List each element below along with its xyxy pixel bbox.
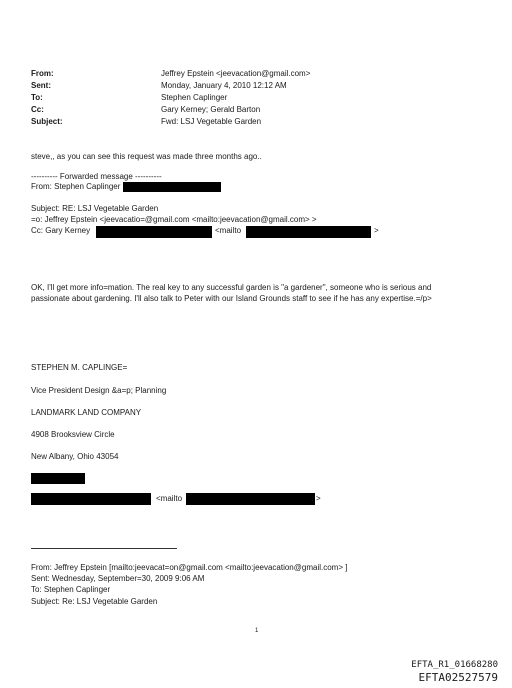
- forwarded-cc: Cc: Gary Kerney: [31, 226, 91, 235]
- from-value: Jeffrey Epstein <jeevacation@gmail.com>: [161, 69, 311, 78]
- mailto-fragment: <mailto: [215, 226, 242, 235]
- signature-title: Vice President Design &a=p; Planning: [31, 386, 167, 395]
- subject-value: Fwd: LSJ Vegetable Garden: [161, 117, 262, 126]
- redaction-box: [96, 226, 212, 238]
- body-line-2: passionate about gardening. I'll also talk to Peter with our Island Grounds staff to see if he has any expertise.=/p>: [31, 294, 432, 303]
- page-number: 1: [255, 628, 259, 634]
- earlier-sent: Sent: Wednesday, September=30, 2009 9:06 AM: [31, 574, 205, 583]
- intro-text: steve,, as you can see this request was made three months ago..: [31, 152, 262, 161]
- signature-company: LANDMARK LAND COMPANY: [31, 408, 142, 417]
- signature-name: STEPHEN M. CAPLINGE=: [31, 363, 128, 372]
- sent-label: Sent:: [31, 81, 51, 90]
- from-label: From:: [31, 69, 54, 78]
- to-value: Stephen Caplinger: [161, 93, 228, 102]
- signature-close-bracket: >: [316, 494, 321, 503]
- sent-value: Monday, January 4, 2010 12:12 AM: [161, 81, 287, 90]
- forwarded-to: =o: Jeffrey Epstein <jeevacatio=@gmail.com <mailto:jeevacation@gmail.com> >: [31, 215, 317, 224]
- signature-address-1: 4908 Brooksview Circle: [31, 430, 115, 439]
- cc-value: Gary Kerney; Gerald Barton: [161, 105, 261, 114]
- body-line-1: OK, I'll get more info=mation. The real key to any successful garden is "a gardener", someone who is serious and: [31, 283, 432, 292]
- cc-label: Cc:: [31, 105, 44, 114]
- earlier-from: From: Jeffrey Epstein [mailto:jeevacat=on@gmail.com <mailto:jeevacation@gmail.com> ]: [31, 563, 348, 572]
- redaction-box: [123, 182, 221, 192]
- redaction-box: [186, 493, 315, 505]
- redaction-box: [31, 493, 151, 505]
- signature-mailto-fragment: <mailto: [156, 494, 183, 503]
- redaction-box: [31, 473, 85, 484]
- footer-ref-2: EFTA02527579: [418, 671, 498, 684]
- redaction-box: [246, 226, 371, 238]
- forwarded-subject: Subject: RE: LSJ Vegetable Garden: [31, 204, 159, 213]
- earlier-to: To: Stephen Caplinger: [31, 585, 111, 594]
- subject-label: Subject:: [31, 117, 63, 126]
- earlier-subject: Subject: Re: LSJ Vegetable Garden: [31, 597, 158, 606]
- footer-ref-1: EFTA_R1_01668280: [411, 660, 498, 670]
- to-label: To:: [31, 93, 43, 102]
- forwarded-from: From: Stephen Caplinger: [31, 182, 121, 191]
- signature-address-2: New Albany, Ohio 43054: [31, 452, 119, 461]
- close-bracket: >: [374, 226, 379, 235]
- forwarded-marker: ---------- Forwarded message ----------: [31, 172, 162, 181]
- separator-line: [31, 548, 177, 549]
